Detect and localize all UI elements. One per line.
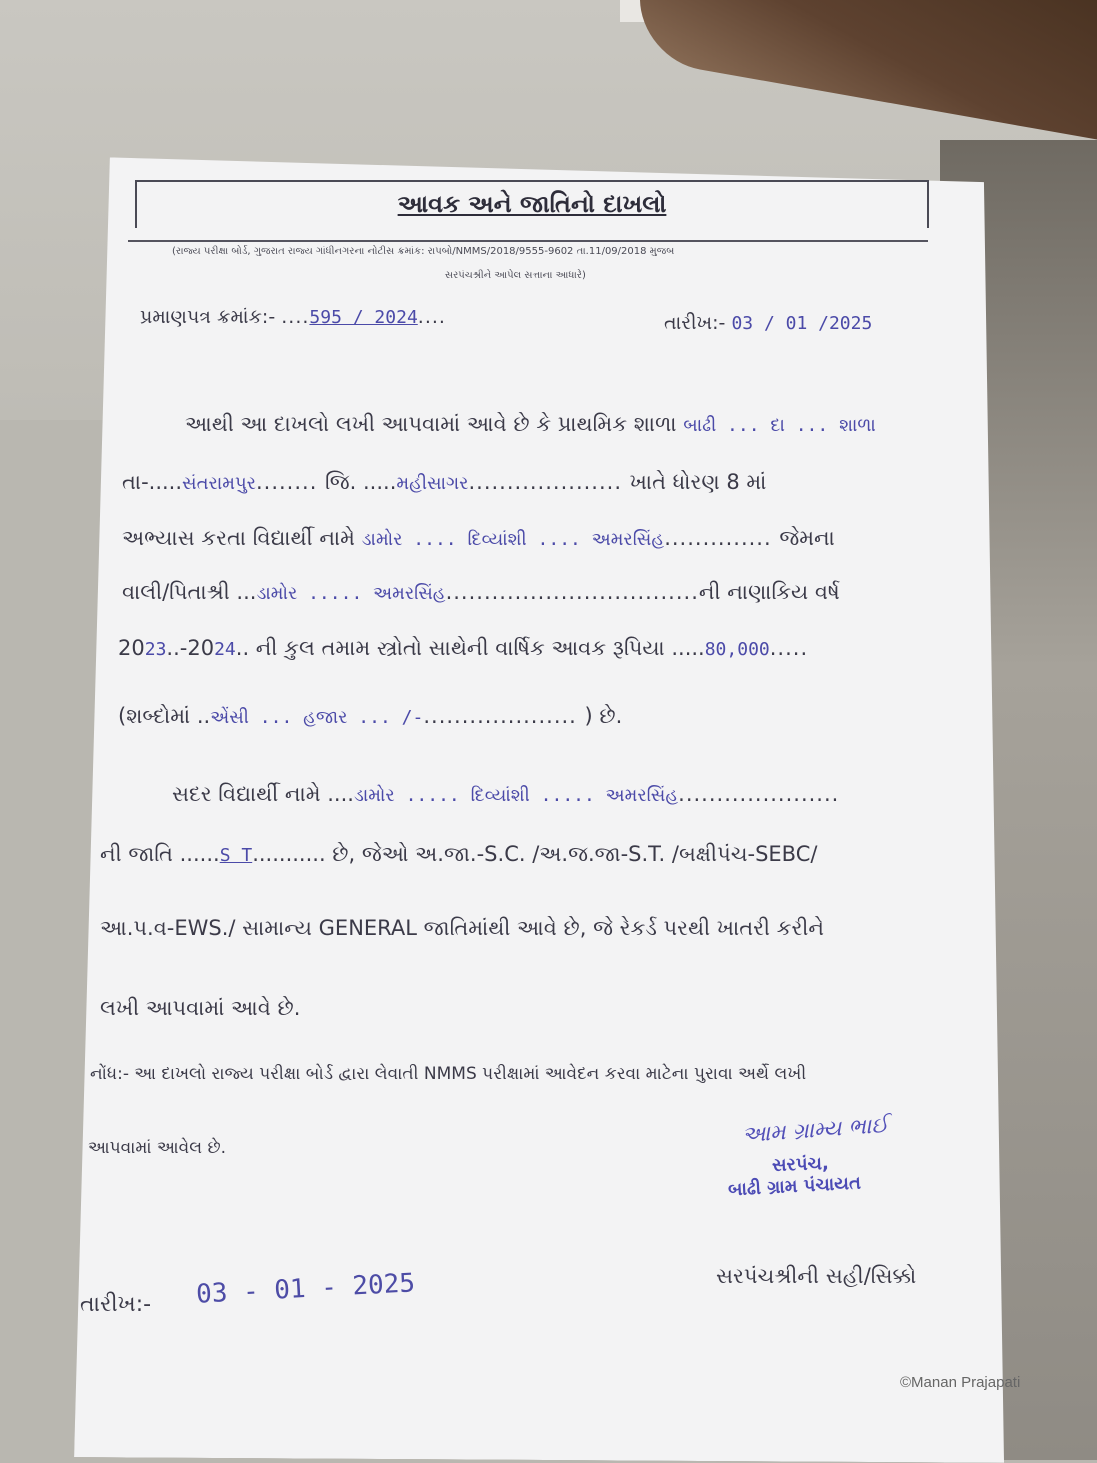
para1-line3-end: જેમના: [779, 526, 835, 550]
words-end: ) છે.: [584, 704, 623, 728]
signature-label: સરપંચશ્રીની સહી/સિક્કો: [716, 1264, 917, 1288]
student-label: અભ્યાસ કરતા વિદ્યાર્થી નામે: [122, 526, 355, 550]
bottom-date-hand: 03 - 01 - 2025: [195, 1268, 416, 1310]
student-label-2: સદર વિદ્યાર્થી નામે ....: [172, 782, 354, 806]
student-name-hand-2: ડામોર ..... દિવ્યાંશી ..... અમરસિંહ: [353, 785, 679, 806]
date-label: તારીખ:-: [664, 312, 726, 334]
caste-label: ની જાતિ ......: [100, 842, 220, 866]
signature: આમ ગ્રામ્ય ભાઈ: [741, 1112, 890, 1149]
year-sep: ..-20: [166, 636, 215, 660]
certificate-number-row: પ્રમાણપત્ર ક્રમાંક:- ....595 / 2024....: [140, 306, 446, 328]
para1-line6: (શબ્દોમાં ..એંસી ... હજાર ... /-.................... ) છે.: [118, 704, 623, 728]
photo-credit: ©Manan Prajapati: [900, 1374, 1021, 1391]
para1-line4: વાલી/પિતાશ્રી ...ડામોર ..... અમરસિંહ.................................ની નાણાકિય વર્ષ: [122, 580, 840, 604]
note-line-1: નોંધ:- આ દાખલો રાજ્ય પરીક્ષા બોર્ડ દ્વારા લેવાતી NMMS પરીક્ષામાં આવેદન કરવા માટેના પુરાવા અર્થે લખી: [90, 1064, 807, 1084]
year-start-prefix: 20: [118, 636, 145, 660]
caste-options: ........... છે, જેઓ અ.જા.-S.C. /અ.જ.જા-S.T. /બક્ષીપંચ-SEBC/: [252, 842, 818, 866]
guardian-label: વાલી/પિતાશ્રી ...: [122, 580, 257, 604]
stamp-line-1: સરપંચ,: [771, 1153, 830, 1176]
income-amount-hand: 80,000: [704, 639, 770, 660]
para1-line1-text: આથી આ દાખલો લખી આપવામાં આવે છે કે પ્રાથમિક શાળા: [185, 412, 677, 436]
para1-line2-end: ખાતે ધોરણ 8 માં: [629, 470, 767, 494]
para1-line2: તા-.....સંતરામપુર........ જિ. .....મહીસાગર.................... ખાતે ધોરણ 8 માં: [122, 470, 767, 494]
certificate-number-value: 595 / 2024: [309, 307, 418, 328]
certificate-number-label: પ્રમાણપત્ર ક્રમાંક:-: [140, 306, 276, 328]
words-label: (શબ્દોમાં ..: [118, 704, 211, 728]
para2-line1: સદર વિદ્યાર્થી નામે ....ડામોર ..... દિવ્યાંશી ..... અમરસિંહ.....................: [172, 782, 840, 806]
para1-line5: 2023..-2024.. ની કુલ તમામ સ્ત્રોતો સાથેની વાર્ષિક આવક રૂપિયા .....80,000.....: [118, 636, 809, 660]
para1-line3: અભ્યાસ કરતા વિદ્યાર્થી નામે ડામોર .... દિવ્યાંશી .... અમરસિંહ.............. જેમના: [122, 526, 835, 550]
district-hand: મહીસાગર: [396, 473, 469, 494]
title-rule: [128, 240, 928, 242]
date-value: 03 / 01 /2025: [731, 313, 873, 334]
para2-line3: આ.પ.વ-EWS./ સામાન્ય GENERAL જાતિમાંથી આવે છે, જે રેકર્ડ પરથી ખાતરી કરીને: [100, 916, 825, 940]
title-box: [135, 180, 929, 228]
student-name-hand: ડામોર .... દિવ્યાંશી .... અમરસિંહ: [361, 529, 665, 550]
guardian-name-hand: ડામોર ..... અમરસિંહ: [256, 583, 446, 604]
income-text: .. ની કુલ તમામ સ્ત્રોતો સાથેની વાર્ષિક આવક રૂપિયા .....: [235, 636, 705, 660]
para2-line2: [100, 842, 817, 867]
taluka-hand: સંતરામપુર: [182, 473, 256, 494]
para1-line4-end: ની નાણાકિય વર્ષ: [698, 580, 840, 604]
bottom-date-label: તારીખ:-: [80, 1292, 152, 1317]
taluka-label: તા-.....: [122, 470, 183, 494]
year-start-hand: 23: [144, 639, 167, 660]
school-name-hand: બાઢી ... દા ... શાળા: [683, 415, 876, 436]
para2-line4: લખી આપવામાં આવે છે.: [100, 996, 301, 1020]
date-row: [664, 312, 872, 334]
income-words-hand: એંસી ... હજાર ... /-: [210, 707, 424, 728]
year-end-hand: 24: [214, 639, 236, 660]
notice-line-2: સરપંચશ્રીને આપેલ સત્તાના આધારે): [445, 270, 586, 281]
caste-hand: S T: [219, 845, 253, 866]
note-line-2: આપવામાં આવેલ છે.: [88, 1138, 226, 1158]
certificate-title: આવક અને જાતિનો દાખલો: [397, 190, 667, 218]
para1-line1: [185, 412, 876, 437]
notice-line-1: (રાજ્ય પરીક્ષા બોર્ડ, ગુજરાત રાજ્ય ગાંધીનગરના નોટીસ ક્રમાંક: રાપબો/NMMS/2018/9555-9602 તા.11/09/2018 મુજબ: [172, 246, 675, 257]
stamp-line-2: બાઢી ગ્રામ પંચાયત: [727, 1172, 862, 1201]
district-label: જિ. .....: [325, 470, 397, 494]
